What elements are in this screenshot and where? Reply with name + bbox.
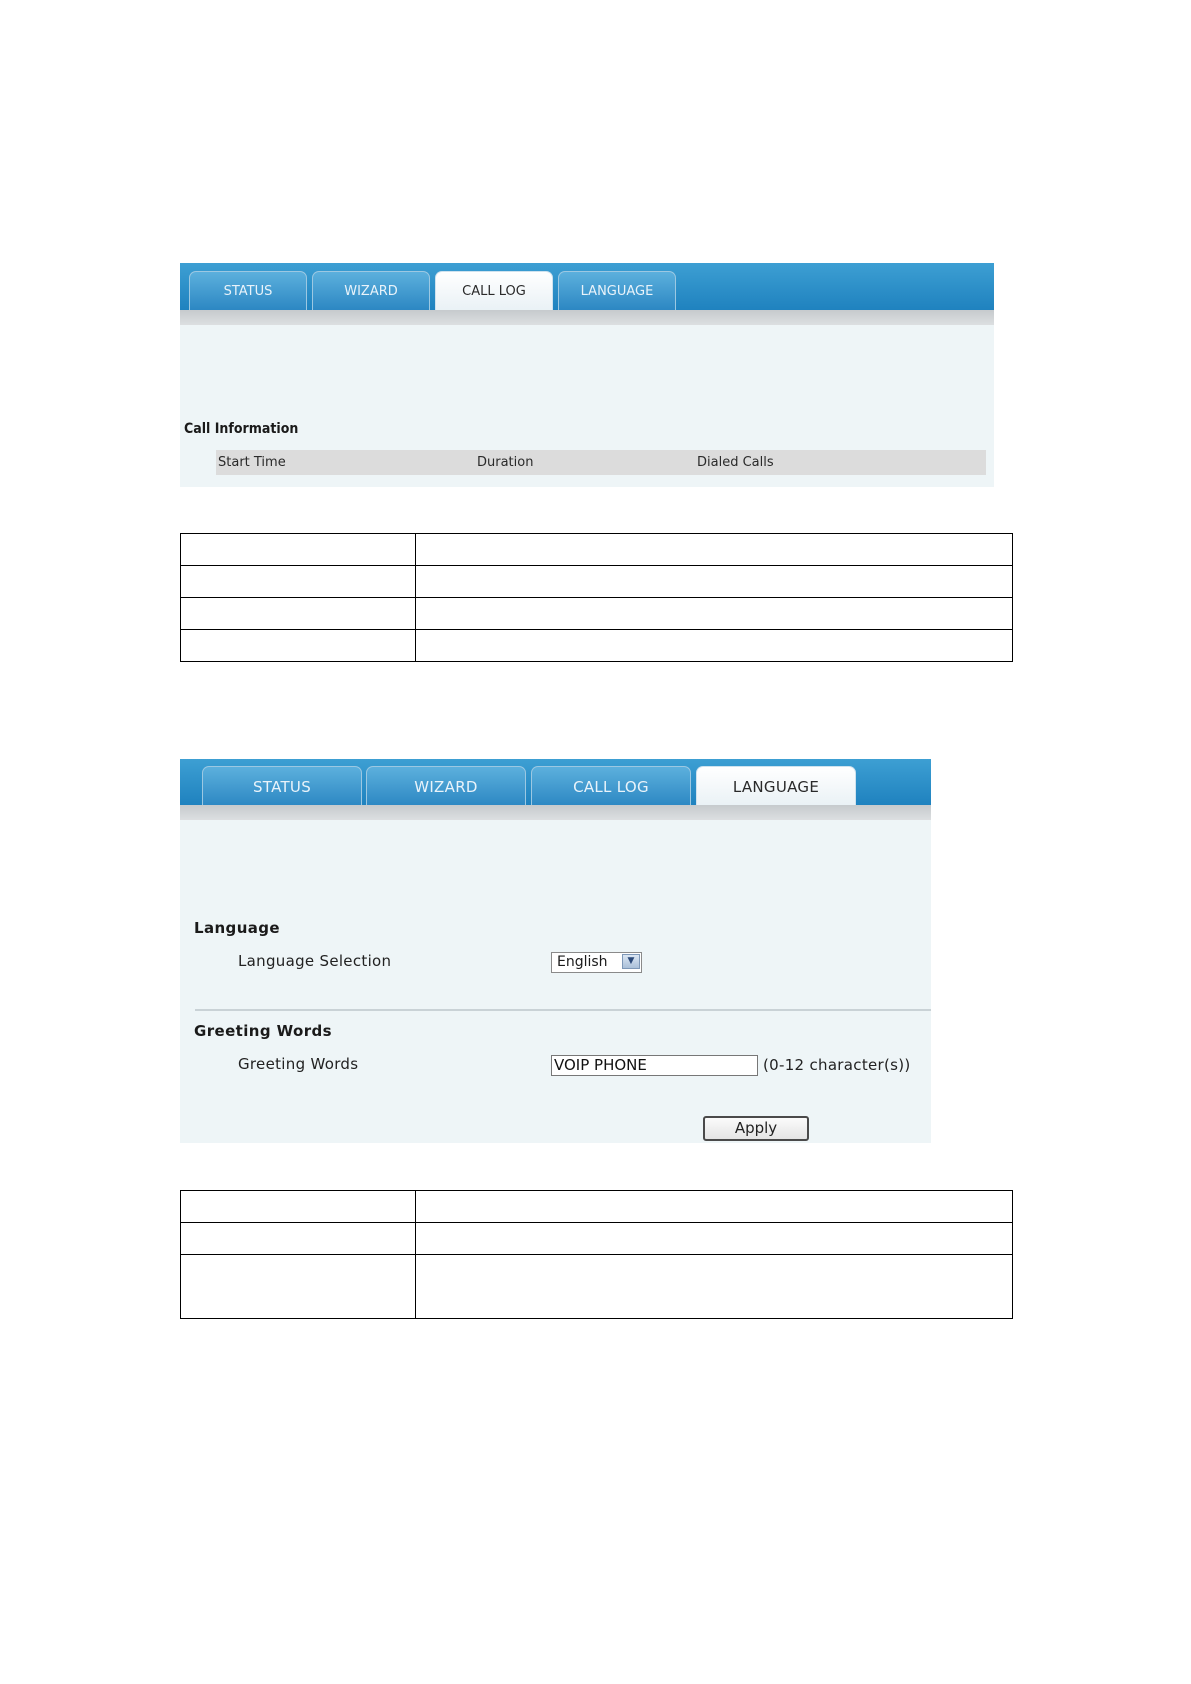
tab-status[interactable]: STATUS [202, 766, 362, 807]
language-screenshot [180, 759, 931, 1143]
call-information-heading: Call Information [184, 421, 299, 437]
tab-call-log[interactable]: CALL LOG [435, 271, 553, 311]
table-cell [416, 1255, 1013, 1319]
table-cell [416, 566, 1013, 598]
greeting-words-input[interactable]: VOIP PHONE [551, 1055, 758, 1076]
table-cell [181, 598, 416, 630]
tab-language[interactable]: LANGUAGE [696, 766, 856, 807]
table-cell [416, 534, 1013, 566]
tab-call-log[interactable]: CALL LOG [531, 766, 691, 807]
table-cell [181, 1191, 416, 1223]
column-start-time: Start Time [218, 455, 286, 470]
tab-status[interactable]: STATUS [189, 271, 307, 311]
tab-separator [180, 310, 994, 325]
document-table-2 [180, 1190, 1013, 1319]
section-divider [195, 1009, 931, 1011]
tab-separator [180, 805, 931, 820]
chevron-down-icon: ▼ [622, 954, 640, 969]
document-table-1 [180, 533, 1013, 662]
call-log-screenshot [180, 263, 994, 487]
table-cell [181, 1223, 416, 1255]
language-selection-label: Language Selection [238, 952, 392, 970]
table-cell [181, 566, 416, 598]
column-dialed-calls: Dialed Calls [697, 455, 774, 470]
tab-wizard[interactable]: WIZARD [312, 271, 430, 311]
table-cell [181, 1255, 416, 1319]
table-cell [416, 1191, 1013, 1223]
apply-button[interactable]: Apply [703, 1116, 809, 1141]
greeting-words-label: Greeting Words [238, 1055, 359, 1073]
call-log-header-row [216, 450, 986, 475]
selected-language: English [557, 954, 608, 970]
table-cell [416, 630, 1013, 662]
tab-bar [180, 263, 994, 310]
table-cell [416, 1223, 1013, 1255]
column-duration: Duration [477, 455, 534, 470]
language-section-title: Language [194, 919, 281, 937]
tab-language[interactable]: LANGUAGE [558, 271, 676, 311]
greeting-length-hint: (0-12 character(s)) [763, 1056, 911, 1074]
tab-wizard[interactable]: WIZARD [366, 766, 526, 807]
table-cell [181, 534, 416, 566]
language-select[interactable] [551, 952, 642, 973]
greeting-section-title: Greeting Words [194, 1022, 332, 1040]
tab-bar [180, 759, 931, 805]
table-cell [181, 630, 416, 662]
table-cell [416, 598, 1013, 630]
